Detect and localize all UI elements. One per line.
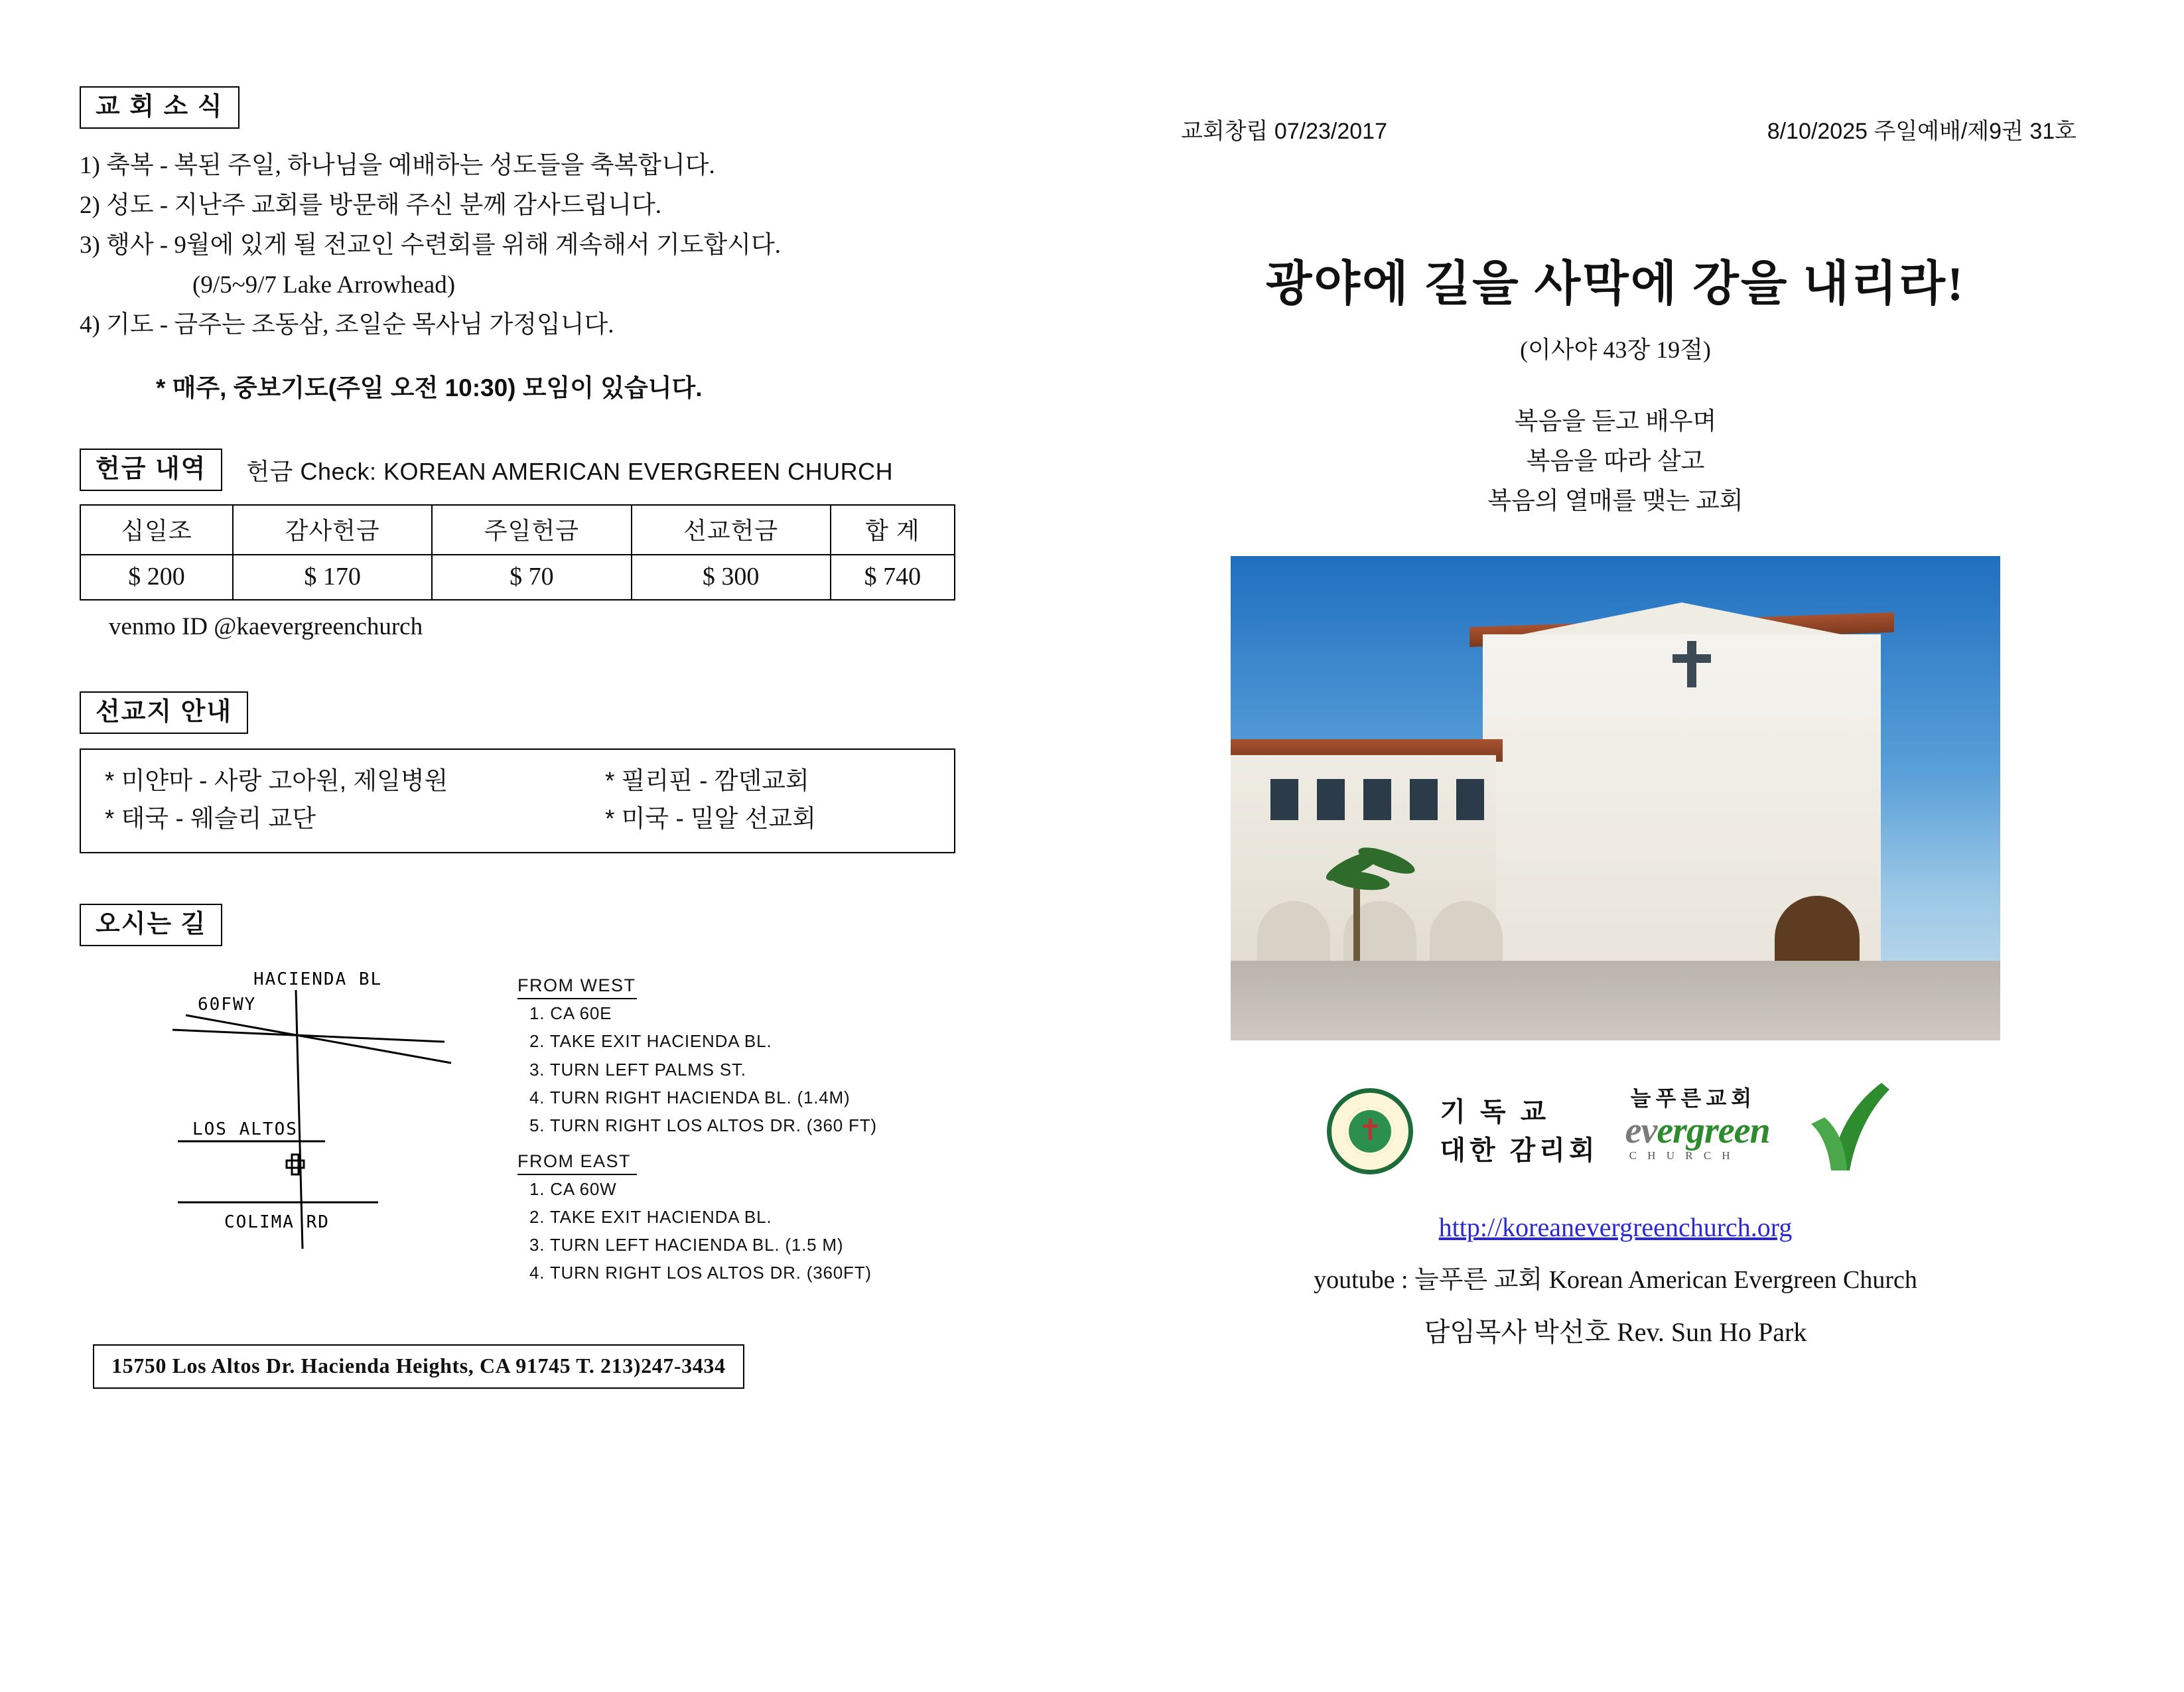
left-column [80,86,1042,1389]
notices-subitem: (9/5~9/7 Lake Arrowhead) [192,271,456,299]
list-item: 4) 기도 - 금주는 조동삼, 조일순 목사님 가정입니다. [80,311,614,338]
mission-right: * 필리핀 - 깜덴교회 [605,766,809,794]
motto-line: 복음을 듣고 배우며 [1514,408,1717,435]
denomination-line-1: 기 독 교 [1440,1096,1550,1127]
notices-list [80,146,1042,345]
right-column [1128,113,2103,1349]
header-meta [1128,113,2103,145]
motto-line: 복음의 열매를 맺는 교회 [1487,487,1743,515]
founding-date: 교회창립 07/23/2017 [1181,119,1387,144]
window [1317,779,1345,820]
from-east-group [517,1151,982,1287]
ground [1231,961,2000,1040]
list-item [81,800,954,837]
offering-section [80,449,1042,641]
list-item [81,762,954,800]
missions-box [80,748,955,854]
list-item: 4. TURN RIGHT HACIENDA BL. (1.4M) [529,1087,851,1107]
website-link[interactable]: http://koreanevergreenchurch.org [1438,1212,1793,1242]
directions-title: 오시는 길 [80,904,222,946]
window [1270,779,1298,820]
svg-text:LOS ALTOS: LOS ALTOS [192,1119,298,1140]
list-item: 2) 성도 - 지난주 교회를 방문해 주신 분께 감사드립니다. [80,191,661,219]
from-east-heading: FROM EAST [517,1151,637,1175]
column-header: 선교헌금 [632,505,831,555]
column-header: 감사헌금 [233,505,432,555]
motto-line: 복음을 따라 살고 [1526,447,1705,475]
church-motto [1128,402,2103,522]
map-area [80,963,982,1335]
map-diagram [166,963,511,1295]
missions-title: 선교지 안내 [80,691,248,734]
list-item: 1) 축복 - 복된 주일, 하나님을 예배하는 성도들을 축복합니다. [80,152,715,179]
evergreen-korean-name: 늘푸른교회 [1630,1086,1757,1110]
church-photo [1231,556,2000,1040]
window [1410,779,1438,820]
window [1456,779,1484,820]
offering-table [80,504,955,600]
evergreen-subtitle: C H U R C H [1629,1149,1734,1162]
table-cell: $ 300 [632,555,831,600]
list-item: 4. TURN RIGHT LOS ALTOS DR. (360FT) [529,1263,872,1283]
from-east-steps [529,1175,872,1287]
directions-text [517,975,982,1291]
missions-section [80,691,1042,854]
table-header-row [80,505,955,555]
svg-text:COLIMA RD: COLIMA RD [224,1212,330,1233]
notices-footnote: * 매주, 중보기도(주일 오전 10:30) 모임이 있습니다. [156,374,703,401]
column-header: 주일헌금 [432,505,631,555]
swoosh-icon [1802,1078,1901,1177]
kmc-seal-icon [1327,1088,1413,1174]
pastor-line: 담임목사 박선호 Rev. Sun Ho Park [1424,1316,1807,1347]
column-header: 합 계 [831,505,955,555]
evergreen-word-part-2: ergreen [1657,1109,1770,1151]
notices-title: 교 회 소 식 [80,86,239,129]
venmo-id: venmo ID @kaevergreenchurch [109,612,423,640]
table-row [80,555,955,600]
table-cell: $ 70 [432,555,631,600]
list-item: 2. TAKE EXIT HACIENDA BL. [529,1031,772,1052]
evergreen-logo [1625,1082,1904,1181]
svg-text:HACIENDA BL: HACIENDA BL [253,969,383,990]
list-item: 3. TURN LEFT PALMS ST. [529,1059,746,1080]
list-item: 1. CA 60E [529,1003,612,1024]
list-item: 2. TAKE EXIT HACIENDA BL. [529,1207,772,1228]
youtube-line: youtube : 늘푸른 교회 Korean American Evergreen Church [1314,1265,1917,1294]
evergreen-word-part-1: ev [1625,1109,1657,1151]
svg-text:60FWY: 60FWY [198,995,257,1015]
cross-icon [1687,641,1696,687]
page-title: 광야에 길을 사막에 강을 내리라! [1265,257,1966,311]
directions-section [80,904,1042,1389]
from-west-group [517,975,982,1139]
from-west-heading: FROM WEST [517,975,637,999]
column-header: 십일조 [80,505,233,555]
list-item: 5. TURN RIGHT LOS ALTOS DR. (360 FT) [529,1115,877,1135]
mission-right: * 미국 - 밀알 선교회 [605,805,817,833]
list-item: 1. CA 60W [529,1178,617,1199]
denomination-name [1440,1093,1598,1170]
mission-left: * 태국 - 웨슬리 교단 [105,805,316,833]
table-cell: $ 200 [80,555,233,600]
from-west-steps [529,999,877,1139]
verse-reference: (이사야 43장 19절) [1520,336,1711,363]
logos-row [1128,1082,2103,1181]
mission-left: * 미얀마 - 사랑 고아원, 제일병원 [105,766,448,794]
window [1363,779,1391,820]
table-cell: $ 740 [831,555,955,600]
denomination-line-2: 대한 감리회 [1440,1135,1599,1165]
address-box: 15750 Los Altos Dr. Hacienda Heights, CA 91745 T. 213)247-3434 [93,1344,744,1389]
notices-section [80,86,1042,403]
list-item: 3. TURN LEFT HACIENDA BL. (1.5 M) [529,1235,844,1255]
table-cell: $ 170 [233,555,432,600]
issue-info: 8/10/2025 주일예배/제9권 31호 [1767,119,2077,144]
list-item: 3) 행사 - 9월에 있게 될 전교인 수련회를 위해 계속해서 기도합시다. [80,231,781,259]
offering-title: 헌금 내역 [80,449,222,491]
offering-check-label: 헌금 Check: KOREAN AMERICAN EVERGREEN CHURCH [246,457,894,485]
